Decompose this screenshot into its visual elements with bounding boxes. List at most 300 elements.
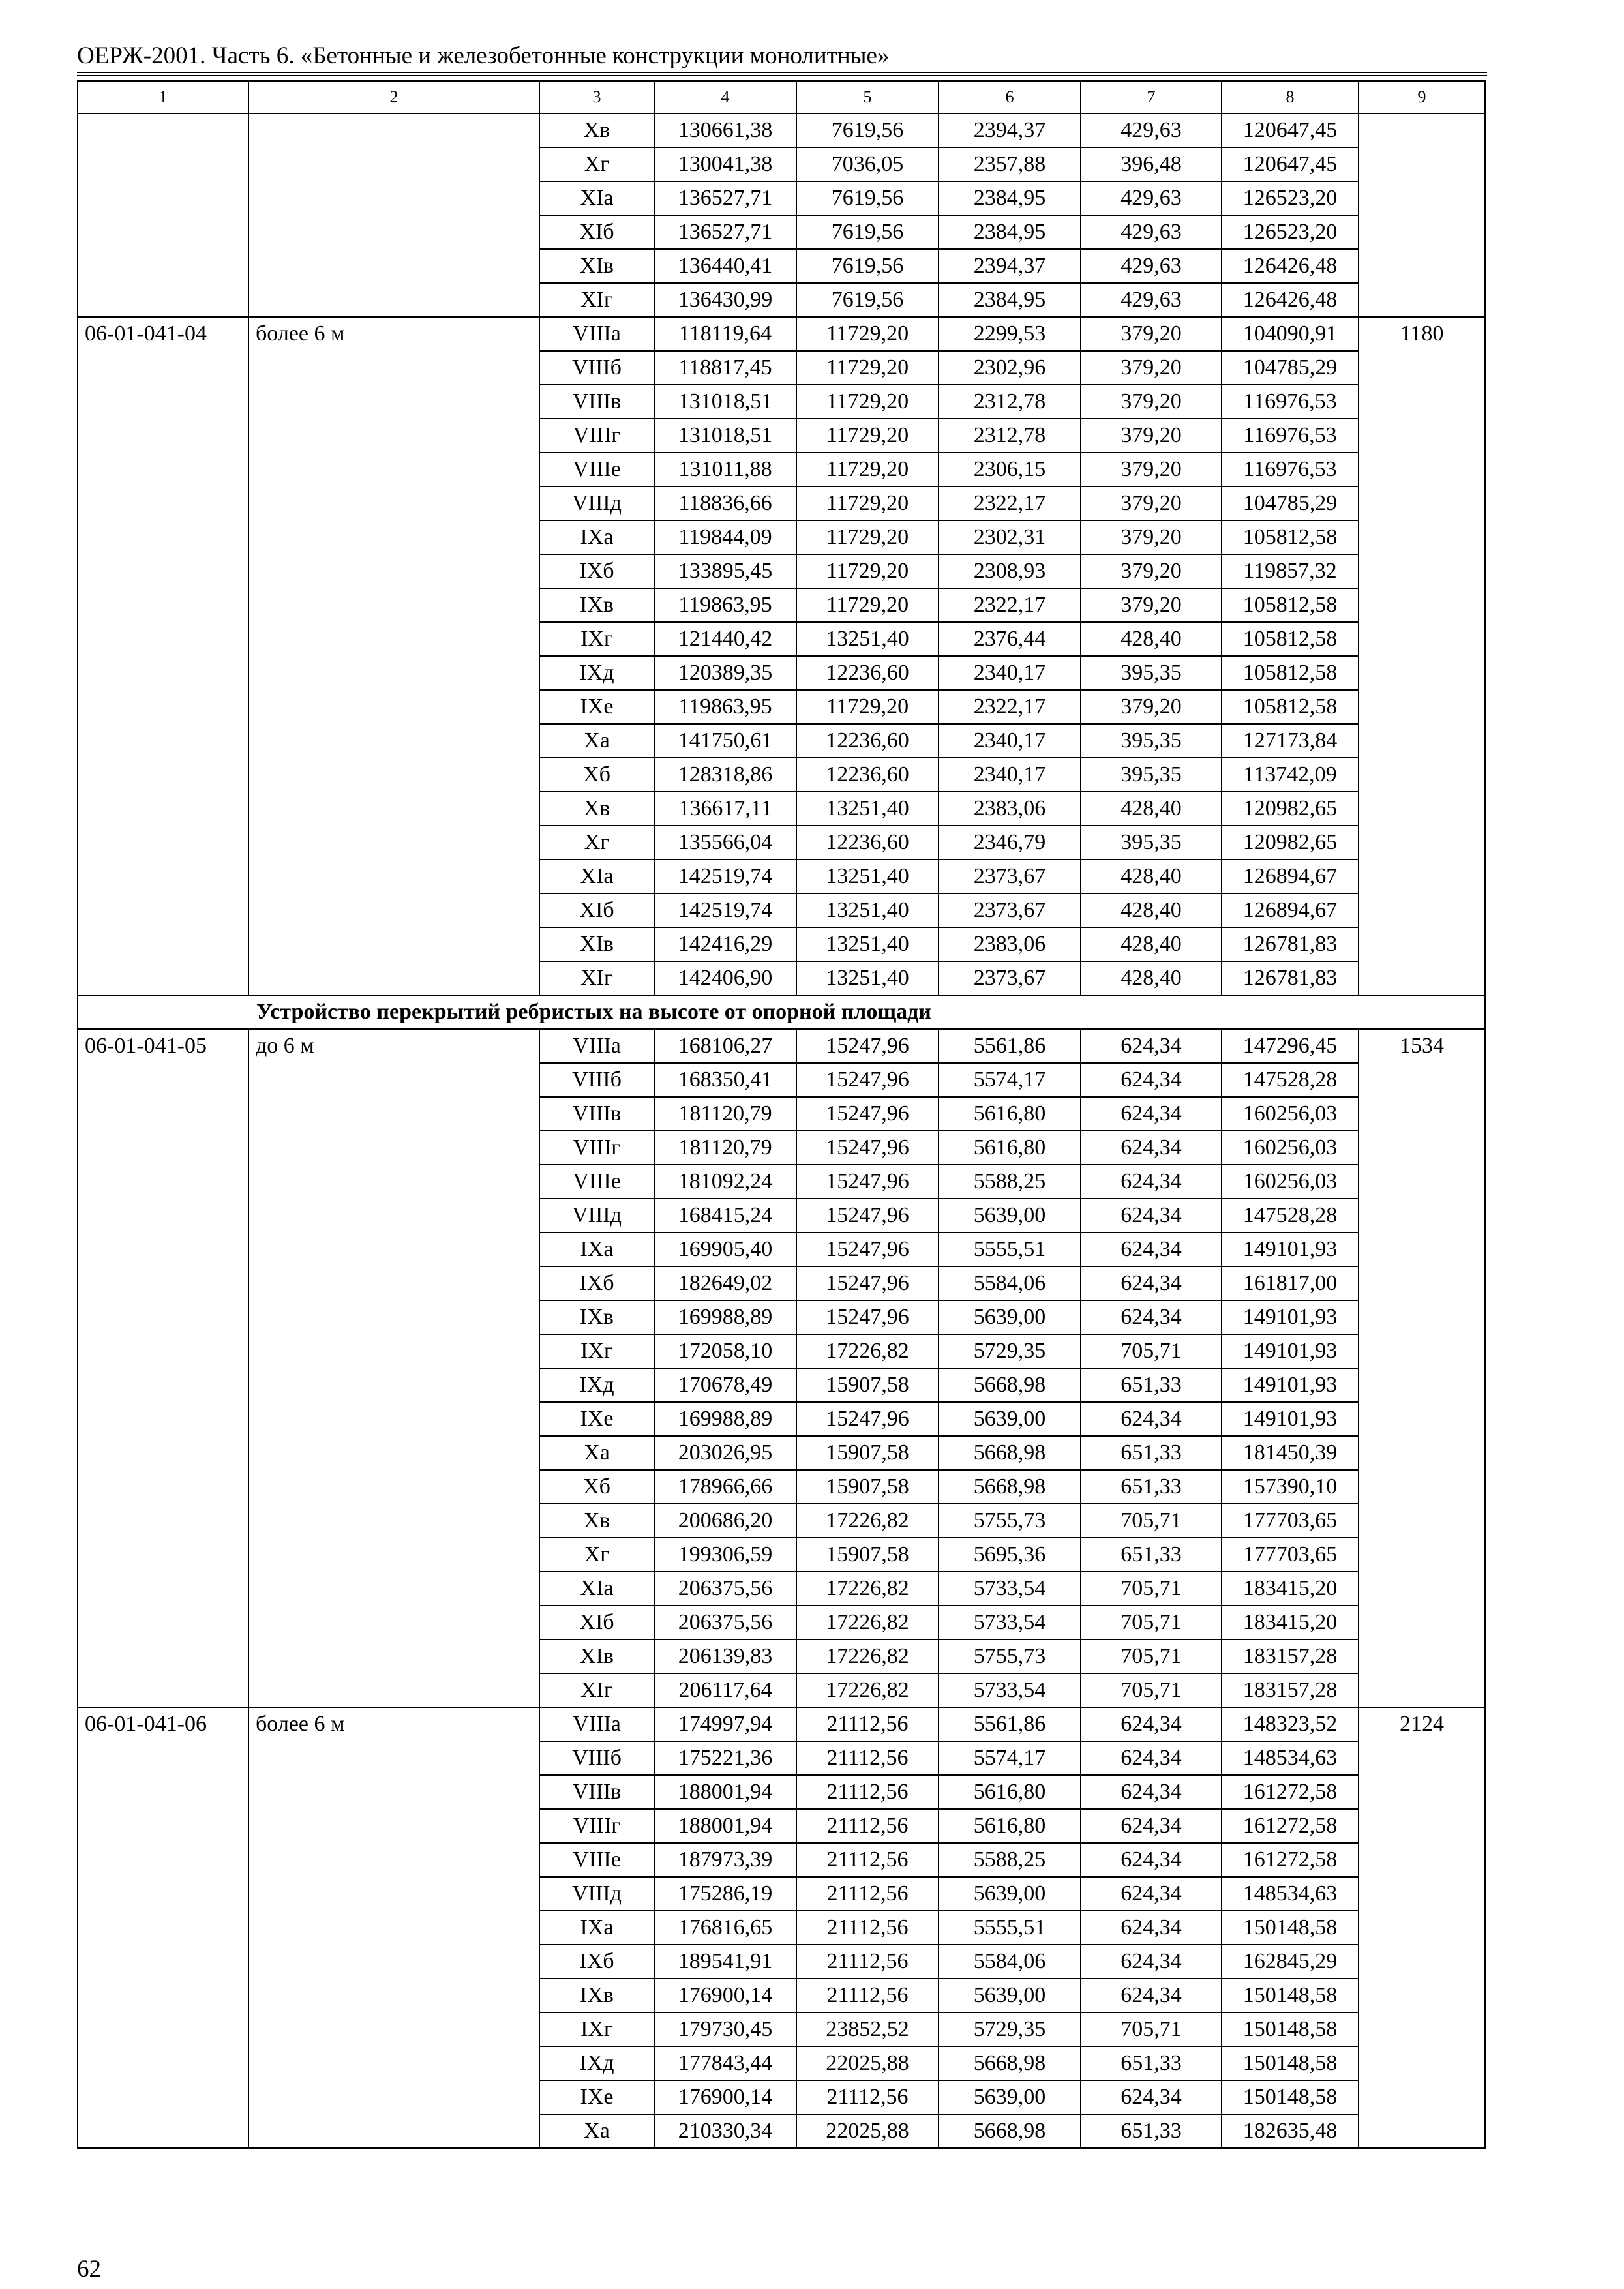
materials-cell: 150148,58 [1222,1979,1359,2012]
machines-cell: 5588,25 [939,1843,1081,1877]
total-cost-cell: 181120,79 [654,1097,796,1131]
total-cost-cell: 118817,45 [654,351,796,385]
category-cell: IХе [539,1402,654,1436]
category-cell: VIIIа [539,1029,654,1063]
total-cost-cell: 135566,04 [654,826,796,860]
operator-wages-cell: 395,35 [1081,826,1222,860]
wages-cell: 12236,60 [796,724,939,758]
total-cost-cell: 131018,51 [654,419,796,453]
materials-cell: 147528,28 [1222,1063,1359,1097]
wages-cell: 13251,40 [796,961,939,995]
machines-cell: 5584,06 [939,1266,1081,1300]
machines-cell: 2302,96 [939,351,1081,385]
operator-wages-cell: 624,34 [1081,1945,1222,1979]
wages-cell: 15247,96 [796,1029,939,1063]
column-number-cell: 2 [248,81,539,113]
total-cost-cell: 182649,02 [654,1266,796,1300]
category-cell: VIIIд [539,486,654,520]
category-cell: VIIIд [539,1199,654,1233]
wages-cell: 21112,56 [796,1979,939,2012]
operator-wages-cell: 705,71 [1081,1334,1222,1368]
total-cost-cell: 179730,45 [654,2012,796,2046]
column-number-row [78,81,1485,113]
total-cost-cell: 141750,61 [654,724,796,758]
materials-cell: 116976,53 [1222,385,1359,419]
total-cost-cell: 131011,88 [654,453,796,486]
category-cell: Хг [539,826,654,860]
category-cell: IХд [539,656,654,690]
machines-cell: 2384,95 [939,181,1081,215]
total-cost-cell: 206117,64 [654,1673,796,1707]
machines-cell: 2302,31 [939,520,1081,554]
operator-wages-cell: 395,35 [1081,758,1222,792]
materials-cell: 160256,03 [1222,1097,1359,1131]
category-cell: Хв [539,113,654,147]
wages-cell: 15247,96 [796,1063,939,1097]
category-cell: Хв [539,1504,654,1538]
total-cost-cell: 176816,65 [654,1911,796,1945]
wages-cell: 13251,40 [796,927,939,961]
category-cell: IХв [539,588,654,622]
column-9-cell: 1534 [1359,1029,1485,1707]
materials-cell: 126894,67 [1222,860,1359,893]
wages-cell: 15907,58 [796,1436,939,1470]
total-cost-cell: 136430,99 [654,283,796,317]
materials-cell: 147528,28 [1222,1199,1359,1233]
materials-cell: 183157,28 [1222,1639,1359,1673]
materials-cell: 148534,63 [1222,1877,1359,1911]
category-cell: IХб [539,554,654,588]
category-cell: ХIв [539,927,654,961]
operator-wages-cell: 624,34 [1081,1979,1222,2012]
machines-cell: 5668,98 [939,1368,1081,1402]
wages-cell: 7619,56 [796,283,939,317]
wages-cell: 22025,88 [796,2046,939,2080]
wages-cell: 15247,96 [796,1300,939,1334]
operator-wages-cell: 429,63 [1081,113,1222,147]
operator-wages-cell: 624,34 [1081,1300,1222,1334]
total-cost-cell: 188001,94 [654,1809,796,1843]
total-cost-cell: 168415,24 [654,1199,796,1233]
operator-wages-cell: 651,33 [1081,1470,1222,1504]
column-number-cell: 8 [1222,81,1359,113]
wages-cell: 11729,20 [796,385,939,419]
wages-cell: 15907,58 [796,1470,939,1504]
machines-cell: 5668,98 [939,1470,1081,1504]
operator-wages-cell: 379,20 [1081,520,1222,554]
machines-cell: 2373,67 [939,961,1081,995]
materials-cell: 161272,58 [1222,1775,1359,1809]
category-cell: IХд [539,2046,654,2080]
machines-cell: 2306,15 [939,453,1081,486]
total-cost-cell: 121440,42 [654,622,796,656]
operator-wages-cell: 624,34 [1081,1233,1222,1266]
machines-cell: 2346,79 [939,826,1081,860]
materials-cell: 149101,93 [1222,1334,1359,1368]
machines-cell: 2340,17 [939,656,1081,690]
category-cell: VIIIг [539,1131,654,1165]
wages-cell: 11729,20 [796,317,939,351]
operator-wages-cell: 429,63 [1081,215,1222,249]
machines-cell: 5639,00 [939,1877,1081,1911]
wages-cell: 12236,60 [796,826,939,860]
category-cell: ХIг [539,1673,654,1707]
machines-cell: 5616,80 [939,1131,1081,1165]
operator-wages-cell: 624,34 [1081,1097,1222,1131]
column-number-cell: 3 [539,81,654,113]
total-cost-cell: 131018,51 [654,385,796,419]
operator-wages-cell: 651,33 [1081,1368,1222,1402]
machines-cell: 2308,93 [939,554,1081,588]
wages-cell: 7619,56 [796,181,939,215]
materials-cell: 104785,29 [1222,486,1359,520]
materials-cell: 149101,93 [1222,1402,1359,1436]
operator-wages-cell: 624,34 [1081,1843,1222,1877]
materials-cell: 148534,63 [1222,1741,1359,1775]
machines-cell: 5733,54 [939,1606,1081,1639]
category-cell: IХг [539,622,654,656]
materials-cell: 105812,58 [1222,690,1359,724]
machines-cell: 5561,86 [939,1029,1081,1063]
wages-cell: 15247,96 [796,1199,939,1233]
operator-wages-cell: 379,20 [1081,419,1222,453]
materials-cell: 150148,58 [1222,1911,1359,1945]
category-cell: Хв [539,792,654,826]
wages-cell: 21112,56 [796,2080,939,2114]
category-cell: IХе [539,2080,654,2114]
wages-cell: 11729,20 [796,554,939,588]
total-cost-cell: 119844,09 [654,520,796,554]
total-cost-cell: 175221,36 [654,1741,796,1775]
category-cell: ХIг [539,961,654,995]
materials-cell: 183415,20 [1222,1572,1359,1606]
operator-wages-cell: 651,33 [1081,1538,1222,1572]
wages-cell: 21112,56 [796,1843,939,1877]
total-cost-cell: 120389,35 [654,656,796,690]
machines-cell: 5639,00 [939,2080,1081,2114]
operator-wages-cell: 429,63 [1081,283,1222,317]
operator-wages-cell: 428,40 [1081,860,1222,893]
column-9-cell: 2124 [1359,1707,1485,2148]
wages-cell: 15907,58 [796,1368,939,1402]
machines-cell: 2373,67 [939,893,1081,927]
machines-cell: 5639,00 [939,1199,1081,1233]
materials-cell: 147296,45 [1222,1029,1359,1063]
machines-cell: 5695,36 [939,1538,1081,1572]
materials-cell: 150148,58 [1222,2046,1359,2080]
materials-cell: 162845,29 [1222,1945,1359,1979]
operator-wages-cell: 705,71 [1081,2012,1222,2046]
machines-cell: 5616,80 [939,1775,1081,1809]
machines-cell: 5639,00 [939,1979,1081,2012]
operator-wages-cell: 651,33 [1081,1436,1222,1470]
materials-cell: 181450,39 [1222,1436,1359,1470]
category-cell: IХе [539,690,654,724]
category-cell: VIIIд [539,1877,654,1911]
category-cell: IХв [539,1979,654,2012]
category-cell: IХб [539,1266,654,1300]
operator-wages-cell: 624,34 [1081,1029,1222,1063]
machines-cell: 5668,98 [939,1436,1081,1470]
total-cost-cell: 130041,38 [654,147,796,181]
operator-wages-cell: 624,34 [1081,2080,1222,2114]
page-header [77,42,1487,76]
category-cell: Хб [539,1470,654,1504]
total-cost-cell: 142519,74 [654,860,796,893]
total-cost-cell: 133895,45 [654,554,796,588]
materials-cell: 120982,65 [1222,826,1359,860]
machines-cell: 5668,98 [939,2046,1081,2080]
category-cell: IХб [539,1945,654,1979]
category-cell: IХа [539,1233,654,1266]
operator-wages-cell: 428,40 [1081,961,1222,995]
machines-cell: 5584,06 [939,1945,1081,1979]
materials-cell: 183157,28 [1222,1673,1359,1707]
column-9-cell [1359,113,1485,317]
operator-wages-cell: 379,20 [1081,317,1222,351]
category-cell: VIIIб [539,1063,654,1097]
rate-code-cell: 06-01-041-04 [78,317,248,995]
materials-cell: 126781,83 [1222,961,1359,995]
materials-cell: 120647,45 [1222,147,1359,181]
operator-wages-cell: 624,34 [1081,1911,1222,1945]
materials-cell: 157390,10 [1222,1470,1359,1504]
materials-cell: 127173,84 [1222,724,1359,758]
operator-wages-cell: 624,34 [1081,1775,1222,1809]
materials-cell: 177703,65 [1222,1504,1359,1538]
operator-wages-cell: 624,34 [1081,1131,1222,1165]
materials-cell: 116976,53 [1222,419,1359,453]
operator-wages-cell: 705,71 [1081,1639,1222,1673]
category-cell: ХIб [539,893,654,927]
materials-cell: 120982,65 [1222,792,1359,826]
wages-cell: 7619,56 [796,215,939,249]
operator-wages-cell: 379,20 [1081,486,1222,520]
machines-cell: 5733,54 [939,1673,1081,1707]
total-cost-cell: 206139,83 [654,1639,796,1673]
operator-wages-cell: 379,20 [1081,385,1222,419]
category-cell: IХг [539,1334,654,1368]
machines-cell: 5755,73 [939,1504,1081,1538]
operator-wages-cell: 705,71 [1081,1606,1222,1639]
operator-wages-cell: 624,34 [1081,1199,1222,1233]
total-cost-cell: 169988,89 [654,1300,796,1334]
category-cell: IХа [539,520,654,554]
condition-cell: более 6 м [248,1707,539,2148]
wages-cell: 12236,60 [796,758,939,792]
wages-cell: 15247,96 [796,1266,939,1300]
total-cost-cell: 200686,20 [654,1504,796,1538]
total-cost-cell: 176900,14 [654,2080,796,2114]
operator-wages-cell: 651,33 [1081,2114,1222,2148]
wages-cell: 15247,96 [796,1233,939,1266]
machines-cell: 2312,78 [939,385,1081,419]
wages-cell: 15907,58 [796,1538,939,1572]
total-cost-cell: 189541,91 [654,1945,796,1979]
header-rule [77,75,1487,76]
materials-cell: 120647,45 [1222,113,1359,147]
materials-cell: 105812,58 [1222,520,1359,554]
wages-cell: 17226,82 [796,1504,939,1538]
materials-cell: 149101,93 [1222,1233,1359,1266]
category-cell: VIIIв [539,1097,654,1131]
machines-cell: 2383,06 [939,927,1081,961]
machines-cell: 2312,78 [939,419,1081,453]
machines-cell: 2384,95 [939,215,1081,249]
operator-wages-cell: 379,20 [1081,453,1222,486]
wages-cell: 13251,40 [796,860,939,893]
machines-cell: 5588,25 [939,1165,1081,1199]
materials-cell: 119857,32 [1222,554,1359,588]
total-cost-cell: 177843,44 [654,2046,796,2080]
wages-cell: 12236,60 [796,656,939,690]
operator-wages-cell: 624,34 [1081,1809,1222,1843]
machines-cell: 2299,53 [939,317,1081,351]
wages-cell: 21112,56 [796,1911,939,1945]
wages-cell: 11729,20 [796,486,939,520]
operator-wages-cell: 705,71 [1081,1504,1222,1538]
operator-wages-cell: 428,40 [1081,792,1222,826]
category-cell: IХа [539,1911,654,1945]
total-cost-cell: 136527,71 [654,181,796,215]
wages-cell: 13251,40 [796,622,939,656]
total-cost-cell: 188001,94 [654,1775,796,1809]
rate-code-cell: 06-01-041-05 [78,1029,248,1707]
column-number-cell: 7 [1081,81,1222,113]
total-cost-cell: 199306,59 [654,1538,796,1572]
total-cost-cell: 187973,39 [654,1843,796,1877]
condition-cell [248,113,539,317]
category-cell: Хг [539,147,654,181]
total-cost-cell: 170678,49 [654,1368,796,1402]
machines-cell: 5755,73 [939,1639,1081,1673]
operator-wages-cell: 379,20 [1081,351,1222,385]
rate-code-cell: 06-01-041-06 [78,1707,248,2148]
total-cost-cell: 119863,95 [654,588,796,622]
total-cost-cell: 142519,74 [654,893,796,927]
wages-cell: 11729,20 [796,588,939,622]
category-cell: Ха [539,1436,654,1470]
category-cell: ХIб [539,215,654,249]
materials-cell: 177703,65 [1222,1538,1359,1572]
total-cost-cell: 136527,71 [654,215,796,249]
materials-cell: 105812,58 [1222,622,1359,656]
table-row [78,317,1485,351]
category-cell: IХд [539,1368,654,1402]
wages-cell: 11729,20 [796,419,939,453]
machines-cell: 5574,17 [939,1741,1081,1775]
materials-cell: 116976,53 [1222,453,1359,486]
machines-cell: 5555,51 [939,1911,1081,1945]
materials-cell: 161272,58 [1222,1843,1359,1877]
category-cell: ХIг [539,283,654,317]
machines-cell: 5616,80 [939,1809,1081,1843]
machines-cell: 2394,37 [939,113,1081,147]
total-cost-cell: 174997,94 [654,1707,796,1741]
wages-cell: 7619,56 [796,249,939,283]
machines-cell: 5639,00 [939,1402,1081,1436]
operator-wages-cell: 705,71 [1081,1572,1222,1606]
machines-cell: 5639,00 [939,1300,1081,1334]
machines-cell: 5668,98 [939,2114,1081,2148]
condition-cell: более 6 м [248,317,539,995]
materials-cell: 150148,58 [1222,2012,1359,2046]
column-number-cell: 5 [796,81,939,113]
wages-cell: 15247,96 [796,1165,939,1199]
total-cost-cell: 172058,10 [654,1334,796,1368]
operator-wages-cell: 624,34 [1081,1063,1222,1097]
category-cell: ХIа [539,181,654,215]
operator-wages-cell: 624,34 [1081,1402,1222,1436]
condition-cell: до 6 м [248,1029,539,1707]
wages-cell: 21112,56 [796,1945,939,1979]
page-number: 62 [77,2256,101,2282]
wages-cell: 15247,96 [796,1402,939,1436]
category-cell: ХIв [539,249,654,283]
column-9-cell: 1180 [1359,317,1485,995]
total-cost-cell: 178966,66 [654,1470,796,1504]
materials-cell: 105812,58 [1222,588,1359,622]
operator-wages-cell: 624,34 [1081,1165,1222,1199]
operator-wages-cell: 395,35 [1081,724,1222,758]
wages-cell: 13251,40 [796,893,939,927]
total-cost-cell: 130661,38 [654,113,796,147]
header-rule [77,72,1487,73]
materials-cell: 126426,48 [1222,249,1359,283]
machines-cell: 2384,95 [939,283,1081,317]
total-cost-cell: 206375,56 [654,1572,796,1606]
materials-cell: 113742,09 [1222,758,1359,792]
category-cell: VIIIа [539,317,654,351]
category-cell: VIIIв [539,385,654,419]
category-cell: Ха [539,2114,654,2148]
category-cell: ХIа [539,1572,654,1606]
machines-cell: 2394,37 [939,249,1081,283]
wages-cell: 15247,96 [796,1131,939,1165]
category-cell: IХв [539,1300,654,1334]
column-number-cell: 6 [939,81,1081,113]
wages-cell: 17226,82 [796,1334,939,1368]
total-cost-cell: 169988,89 [654,1402,796,1436]
category-cell: VIIIб [539,1741,654,1775]
materials-cell: 161272,58 [1222,1809,1359,1843]
materials-cell: 149101,93 [1222,1300,1359,1334]
operator-wages-cell: 379,20 [1081,588,1222,622]
category-cell: VIIIг [539,1809,654,1843]
total-cost-cell: 181120,79 [654,1131,796,1165]
wages-cell: 22025,88 [796,2114,939,2148]
wages-cell: 7619,56 [796,113,939,147]
operator-wages-cell: 379,20 [1081,554,1222,588]
machines-cell: 5574,17 [939,1063,1081,1097]
table-body [78,81,1485,2148]
category-cell: VIIIг [539,419,654,453]
machines-cell: 2376,44 [939,622,1081,656]
machines-cell: 5729,35 [939,1334,1081,1368]
wages-cell: 23852,52 [796,2012,939,2046]
wages-cell: 7036,05 [796,147,939,181]
operator-wages-cell: 651,33 [1081,2046,1222,2080]
materials-cell: 126426,48 [1222,283,1359,317]
total-cost-cell: 210330,34 [654,2114,796,2148]
total-cost-cell: 206375,56 [654,1606,796,1639]
category-cell: Хб [539,758,654,792]
machines-cell: 5733,54 [939,1572,1081,1606]
operator-wages-cell: 624,34 [1081,1877,1222,1911]
category-cell: VIIIе [539,453,654,486]
total-cost-cell: 175286,19 [654,1877,796,1911]
category-cell: ХIв [539,1639,654,1673]
